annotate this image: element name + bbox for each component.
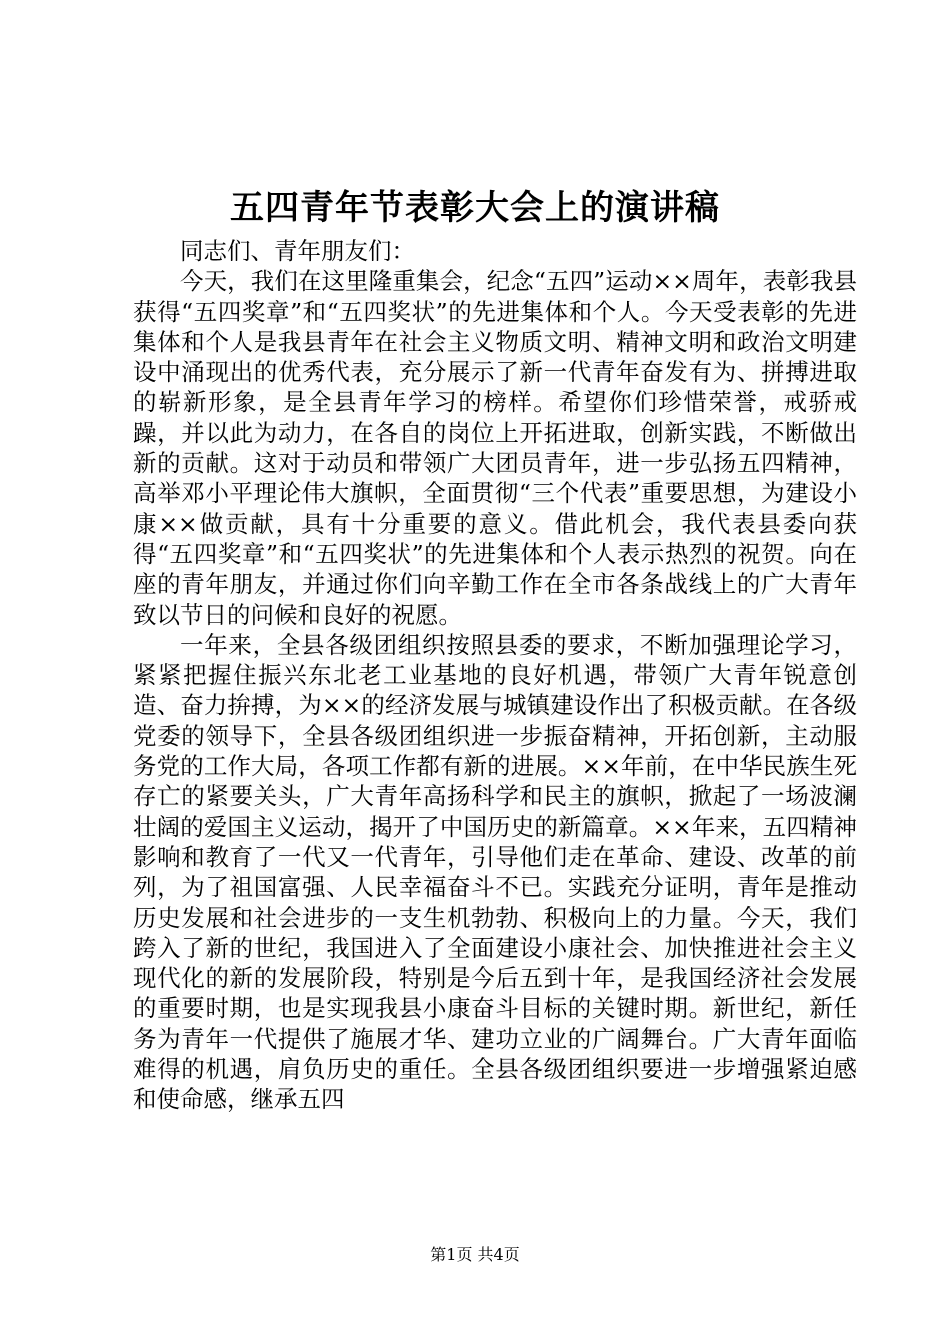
page-number-footer: 第1页 共4页: [430, 1245, 520, 1264]
paragraph-1: 今天，我们在这里隆重集会，纪念“五四”运动××周年，表彰我县获得“五四奖章”和“五四奖状”的先进集体和个人。今天受表彰的先进集体和个人是我县青年在社会主义物质文明、精神文明和政治文明建设中涌现出的优秀代表，充分展示了新一代青年奋发有为、拼搏进取的崭新形象，是全县青年学习的榜样。希望你们珍惜荣誉，戒骄戒躁，并以此为动力，在各自的岗位上开拓进取，创新实践，不断做出新的贡献。这对于动员和带领广大团员青年，进一步弘扬五四精神，高举邓小平理论伟大旗帜，全面贯彻“三个代表”重要思想，为建设小康××做贡献，具有十分重要的意义。借此机会，我代表县委向获得“五四奖章”和“五四奖状”的先进集体和个人表示热烈的祝贺。向在座的青年朋友，并通过你们向辛勤工作在全市各条战线上的广大青年致以节日的问候和良好的祝愿。: [133, 267, 857, 629]
paragraph-2: 一年来，全县各级团组织按照县委的要求，不断加强理论学习，紧紧把握住振兴东北老工业基地的良好机遇，带领广大青年锐意创造、奋力拚搏，为××的经济发展与城镇建设作出了积极贡献。在各级党委的领导下，全县各级团组织进一步振奋精神，开拓创新，主动服务党的工作大局，各项工作都有新的进展。××年前，在中华民族生死存亡的紧要关头，广大青年高扬科学和民主的旗帜，掀起了一场波澜壮阔的爱国主义运动，揭开了中国历史的新篇章。××年来，五四精神影响和教育了一代又一代青年，引导他们走在革命、建设、改革的前列，为了祖国富强、人民幸福奋斗不已。实践充分证明，青年是推动历史发展和社会进步的一支生机勃勃、积极向上的力量。今天，我们跨入了新的世纪，我国进入了全面建设小康社会、加快推进社会主义现代化的新的发展阶段，特别是今后五到十年，是我国经济社会发展的重要时期，也是实现我县小康奋斗目标的关键时期。新世纪，新任务为青年一代提供了施展才华、建功立业的广阔舞台。广大青年面临难得的机遇，肩负历史的重任。全县各级团组织要进一步增强紧迫感和使命感，继承五四: [133, 630, 857, 1114]
document-title: 五四青年节表彰大会上的演讲稿: [230, 188, 720, 228]
greeting-line: 同志们、青年朋友们：: [180, 237, 415, 265]
document-body: [133, 236, 857, 1115]
